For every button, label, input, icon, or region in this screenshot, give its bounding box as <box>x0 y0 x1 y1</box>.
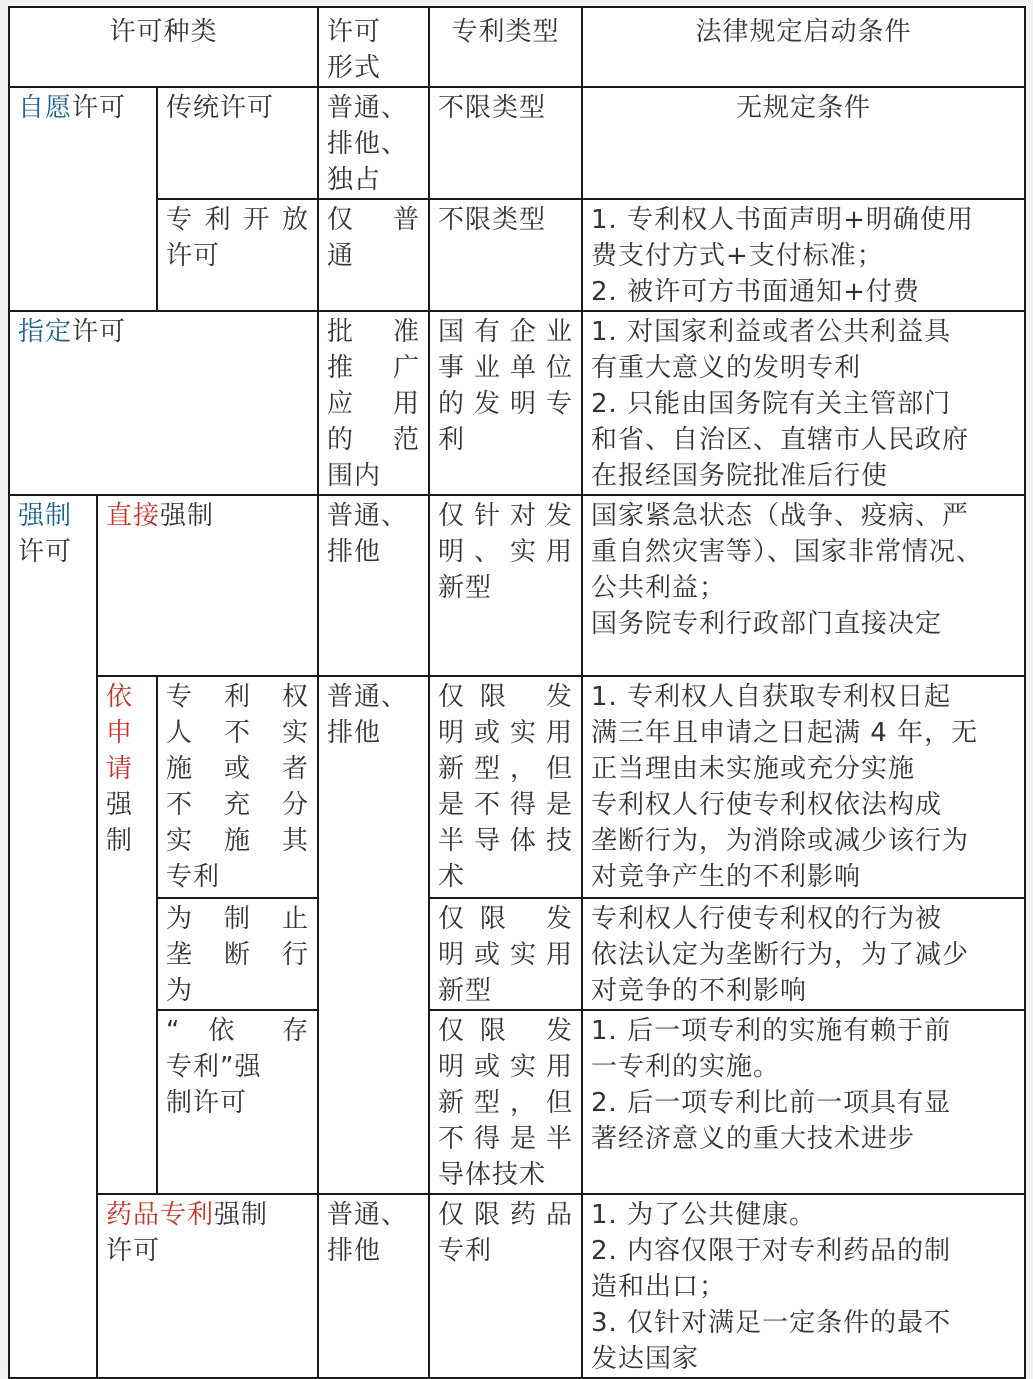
form-traditional: 普通、 排他、 独占 <box>318 87 429 199</box>
form-open-license: 仅 普 通 <box>318 199 429 311</box>
header-license-form: 许可 形式 <box>318 7 429 87</box>
reason-monopoly: 为制止 垄断行 为 <box>157 898 318 1010</box>
cond-open-license: 1. 专利权人书面声明+明确使用 费支付方式+支付标准； 2. 被许可方书面通知+付费 <box>582 199 1025 311</box>
row-traditional-license <box>9 87 1025 199</box>
row-request-monopoly <box>9 898 1025 1010</box>
cond-direct-compulsory: 国家紧急状态（战争、疫病、严 重自然灾害等）、国家非常情况、 公共利益； 国务院专利行政部门直接决定 <box>582 495 1025 676</box>
cond-traditional: 无规定条件 <box>582 87 1025 199</box>
header-row <box>9 7 1025 87</box>
type-drug-compulsory: 仅限药品 专利 <box>429 1194 582 1378</box>
cond-designated: 1. 对国家利益或者公共利益具 有重大意义的发明专利 2. 只能由国务院有关主管部门 和省、自治区、直辖市人民政府 在报经国务院批准后行使 <box>582 311 1025 495</box>
row-designated-license <box>9 311 1025 495</box>
cond-non-use: 1. 专利权人自获取专利权日起 满三年且申请之日起满 4 年，无 正当理由未实施或充分实施 专利权人行使专利权依法构成 垄断行为，为消除或减少该行为 对竞争产生的不利影响 <box>582 676 1025 898</box>
type-dependent-patent: 仅限 发 明或实用 新型，但 不得是半 导体技术 <box>429 1010 582 1194</box>
type-traditional: 不限类型 <box>429 87 582 199</box>
type-direct-compulsory: 仅针对发 明、实用 新型 <box>429 495 582 676</box>
header-patent-type: 专利类型 <box>429 7 582 87</box>
cond-drug-compulsory: 1. 为了公共健康。 2. 内容仅限于对专利药品的制 造和出口； 3. 仅针对满足一定条件的最不 发达国家 <box>582 1194 1025 1378</box>
subtype-drug-compulsory: 药品专利强制 许可 <box>97 1194 318 1378</box>
subtype-traditional: 传统许可 <box>157 87 318 199</box>
row-open-license <box>9 199 1025 311</box>
header-license-type: 许可种类 <box>9 7 318 87</box>
category-designated: 指定许可 <box>9 311 318 495</box>
subtype-open-license: 专利开放 许可 <box>157 199 318 311</box>
subtype-direct-compulsory: 直接强制 <box>97 495 318 676</box>
row-direct-compulsory <box>9 495 1025 676</box>
row-request-dependent <box>9 1010 1025 1194</box>
category-compulsory: 强制 许可 <box>9 495 97 1378</box>
type-designated: 国有企业 事业单位 的发明专 利 <box>429 311 582 495</box>
category-voluntary: 自愿许可 <box>9 87 157 311</box>
header-legal-conditions: 法律规定启动条件 <box>582 7 1025 87</box>
type-open-license: 不限类型 <box>429 199 582 311</box>
cond-monopoly: 专利权人行使专利权的行为被 依法认定为垄断行为，为了减少 对竞争的不利影响 <box>582 898 1025 1010</box>
license-table <box>8 6 1026 1379</box>
subtype-on-request: 依申 请强 制 <box>97 676 157 1194</box>
row-drug-compulsory <box>9 1194 1025 1378</box>
type-non-use: 仅限 发 明或实用 新型，但 是不得是 半导体技 术 <box>429 676 582 898</box>
form-drug-compulsory: 普通、 排他 <box>318 1194 429 1378</box>
form-on-request: 普通、 排他 <box>318 676 429 1194</box>
reason-dependent-patent: “ 依 存 专利”强 制许可 <box>157 1010 318 1194</box>
type-monopoly: 仅限 发 明或实用 新型 <box>429 898 582 1010</box>
row-request-non-use <box>9 676 1025 898</box>
reason-non-use: 专利权 人不实 施或者 不充分 实施其 专利 <box>157 676 318 898</box>
form-designated: 批 准 推 广 应 用 的 范 围内 <box>318 311 429 495</box>
cond-dependent-patent: 1. 后一项专利的实施有赖于前 一专利的实施。 2. 后一项专利比前一项具有显 著经济意义的重大技术进步 <box>582 1010 1025 1194</box>
form-direct-compulsory: 普通、 排他 <box>318 495 429 676</box>
